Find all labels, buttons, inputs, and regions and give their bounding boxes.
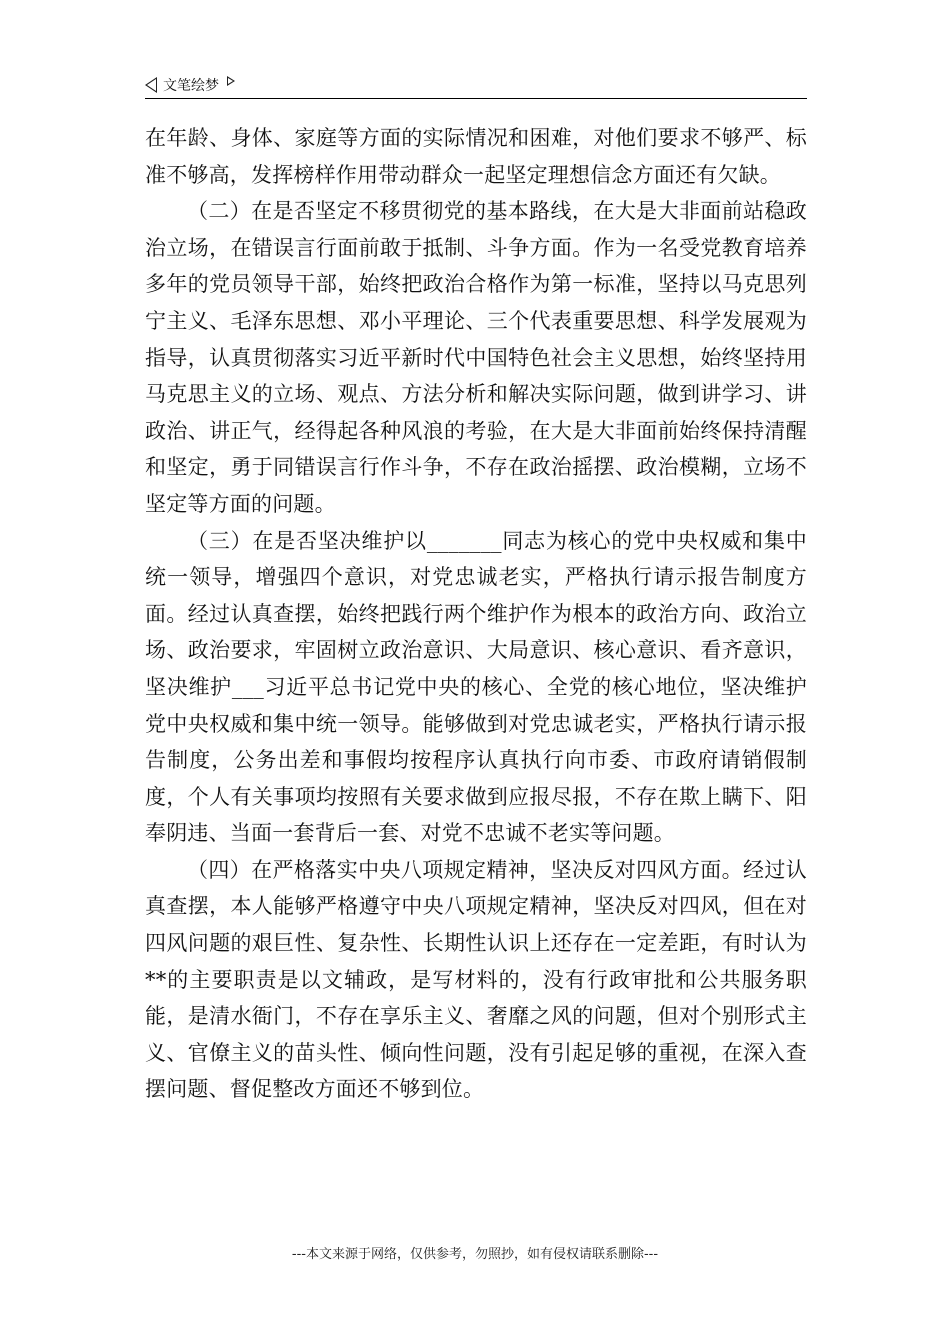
page-footer: ---本文来源于网络，仅供参考，勿照抄，如有侵权请联系删除--- — [291, 1247, 659, 1262]
paragraph-section-4: （四）在严格落实中央八项规定精神，坚决反对四风方面。经过认真查摆，本人能够严格遵守中央八项规定精神，坚决反对四风，但在对四风问题的艰巨性、复杂性、长期性认识上还存在一定差距，有时认为**的主要职责是以文辅政，是写材料的，没有行政审批和公共服务职能，是清水衙门，不存在享乐主义、奢靡之风的问题，但对个别形式主义、官僚主义的苗头性、倾向性问题，没有引起足够的重视，在深入查摆问题、督促整改方面还不够到位。 — [145, 857, 807, 1102]
page-header — [145, 72, 807, 99]
document-body — [145, 120, 807, 1108]
triangle-left-icon — [145, 77, 157, 93]
triangle-right-icon — [227, 76, 235, 86]
paragraph-section-2: （二）在是否坚定不移贯彻党的基本路线，在大是大非面前站稳政治立场，在错误言行面前敢于抵制、斗争方面。作为一名受党教育培养多年的党员领导干部，始终把政治合格作为第一标准，坚持以马克思列宁主义、毛泽东思想、邓小平理论、三个代表重要思想、科学发展观为指导，认真贯彻落实习近平新时代中国特色社会主义思想，始终坚持用马克思主义的立场、观点、方法分析和解决实际问题，做到讲学习、讲政治、讲正气，经得起各种风浪的考验，在大是大非面前始终保持清醒和坚定，勇于同错误言行作斗争，不存在政治摇摆、政治模糊，立场不坚定等方面的问题。 — [145, 199, 807, 516]
paragraph-section-3: （三）在是否坚决维护以_______同志为核心的党中央权威和集中统一领导，增强四个意识，对党忠诚老实，严格执行请示报告制度方面。经过认真查摆，始终把践行两个维护作为根本的政治方向、政治立场、政治要求，牢固树立政治意识、大局意识、核心意识、看齐意识，坚决维护___习近平总书记党中央的核心、全党的核心地位，坚决维护党中央权威和集中统一领导。能够做到对党忠诚老实，严格执行请示报告制度，公务出差和事假均按程序认真执行向市委、市政府请销假制度，个人有关事项均按照有关要求做到应报尽报，不存在欺上瞒下、阳奉阴违、当面一套背后一套、对党不忠诚不老实等问题。 — [145, 528, 807, 846]
paragraph-continuation: 在年龄、身体、家庭等方面的实际情况和困难，对他们要求不够严、标准不够高，发挥榜样作用带动群众一起坚定理想信念方面还有欠缺。 — [145, 126, 807, 187]
header-title: 文笔绘梦 — [163, 78, 219, 94]
